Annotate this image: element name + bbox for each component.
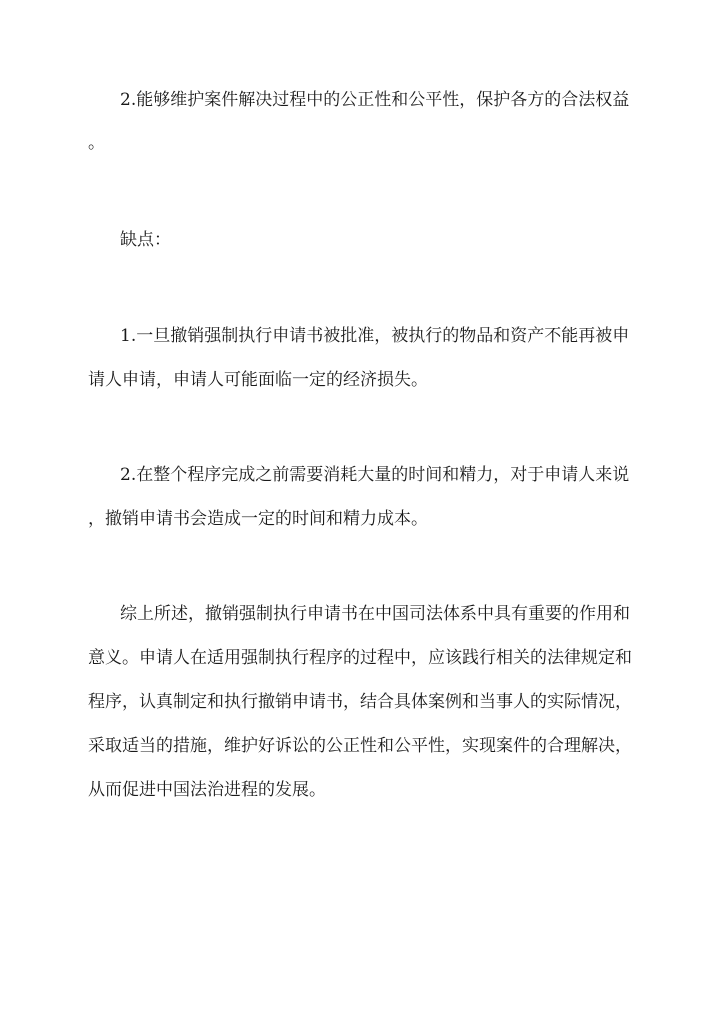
- paragraph-3-line-1: 2.在整个程序完成之前需要消耗大量的时间和精力，对于申请人来说: [120, 465, 630, 485]
- paragraph-4-line-2: 意义。申请人在适用强制执行程序的过程中，应该践行相关的法律规定和: [88, 648, 632, 668]
- paragraph-2-line-2: 请人申请，申请人可能面临一定的经济损失。: [88, 370, 428, 390]
- paragraph-4-line-5: 从而促进中国法治进程的发展。: [88, 780, 326, 800]
- paragraph-3-line-2: ，撤销申请书会造成一定的时间和精力成本。: [88, 509, 428, 529]
- heading-disadvantages: 缺点：: [120, 230, 171, 250]
- paragraph-4-line-4: 采取适当的措施，维护好诉讼的公正性和公平性，实现案件的合理解决，: [88, 736, 632, 756]
- paragraph-4-line-1: 综上所述，撤销强制执行申请书在中国司法体系中具有重要的作用和: [120, 604, 630, 624]
- paragraph-2-line-1: 1.一旦撤销强制执行申请书被批准，被执行的物品和资产不能再被申: [120, 326, 630, 346]
- paragraph-4-line-3: 程序，认真制定和执行撤销申请书，结合具体案例和当事人的实际情况，: [88, 692, 632, 712]
- paragraph-1-line-2: 。: [88, 133, 105, 153]
- paragraph-1-line-1: 2.能够维护案件解决过程中的公正性和公平性，保护各方的合法权益: [120, 90, 630, 110]
